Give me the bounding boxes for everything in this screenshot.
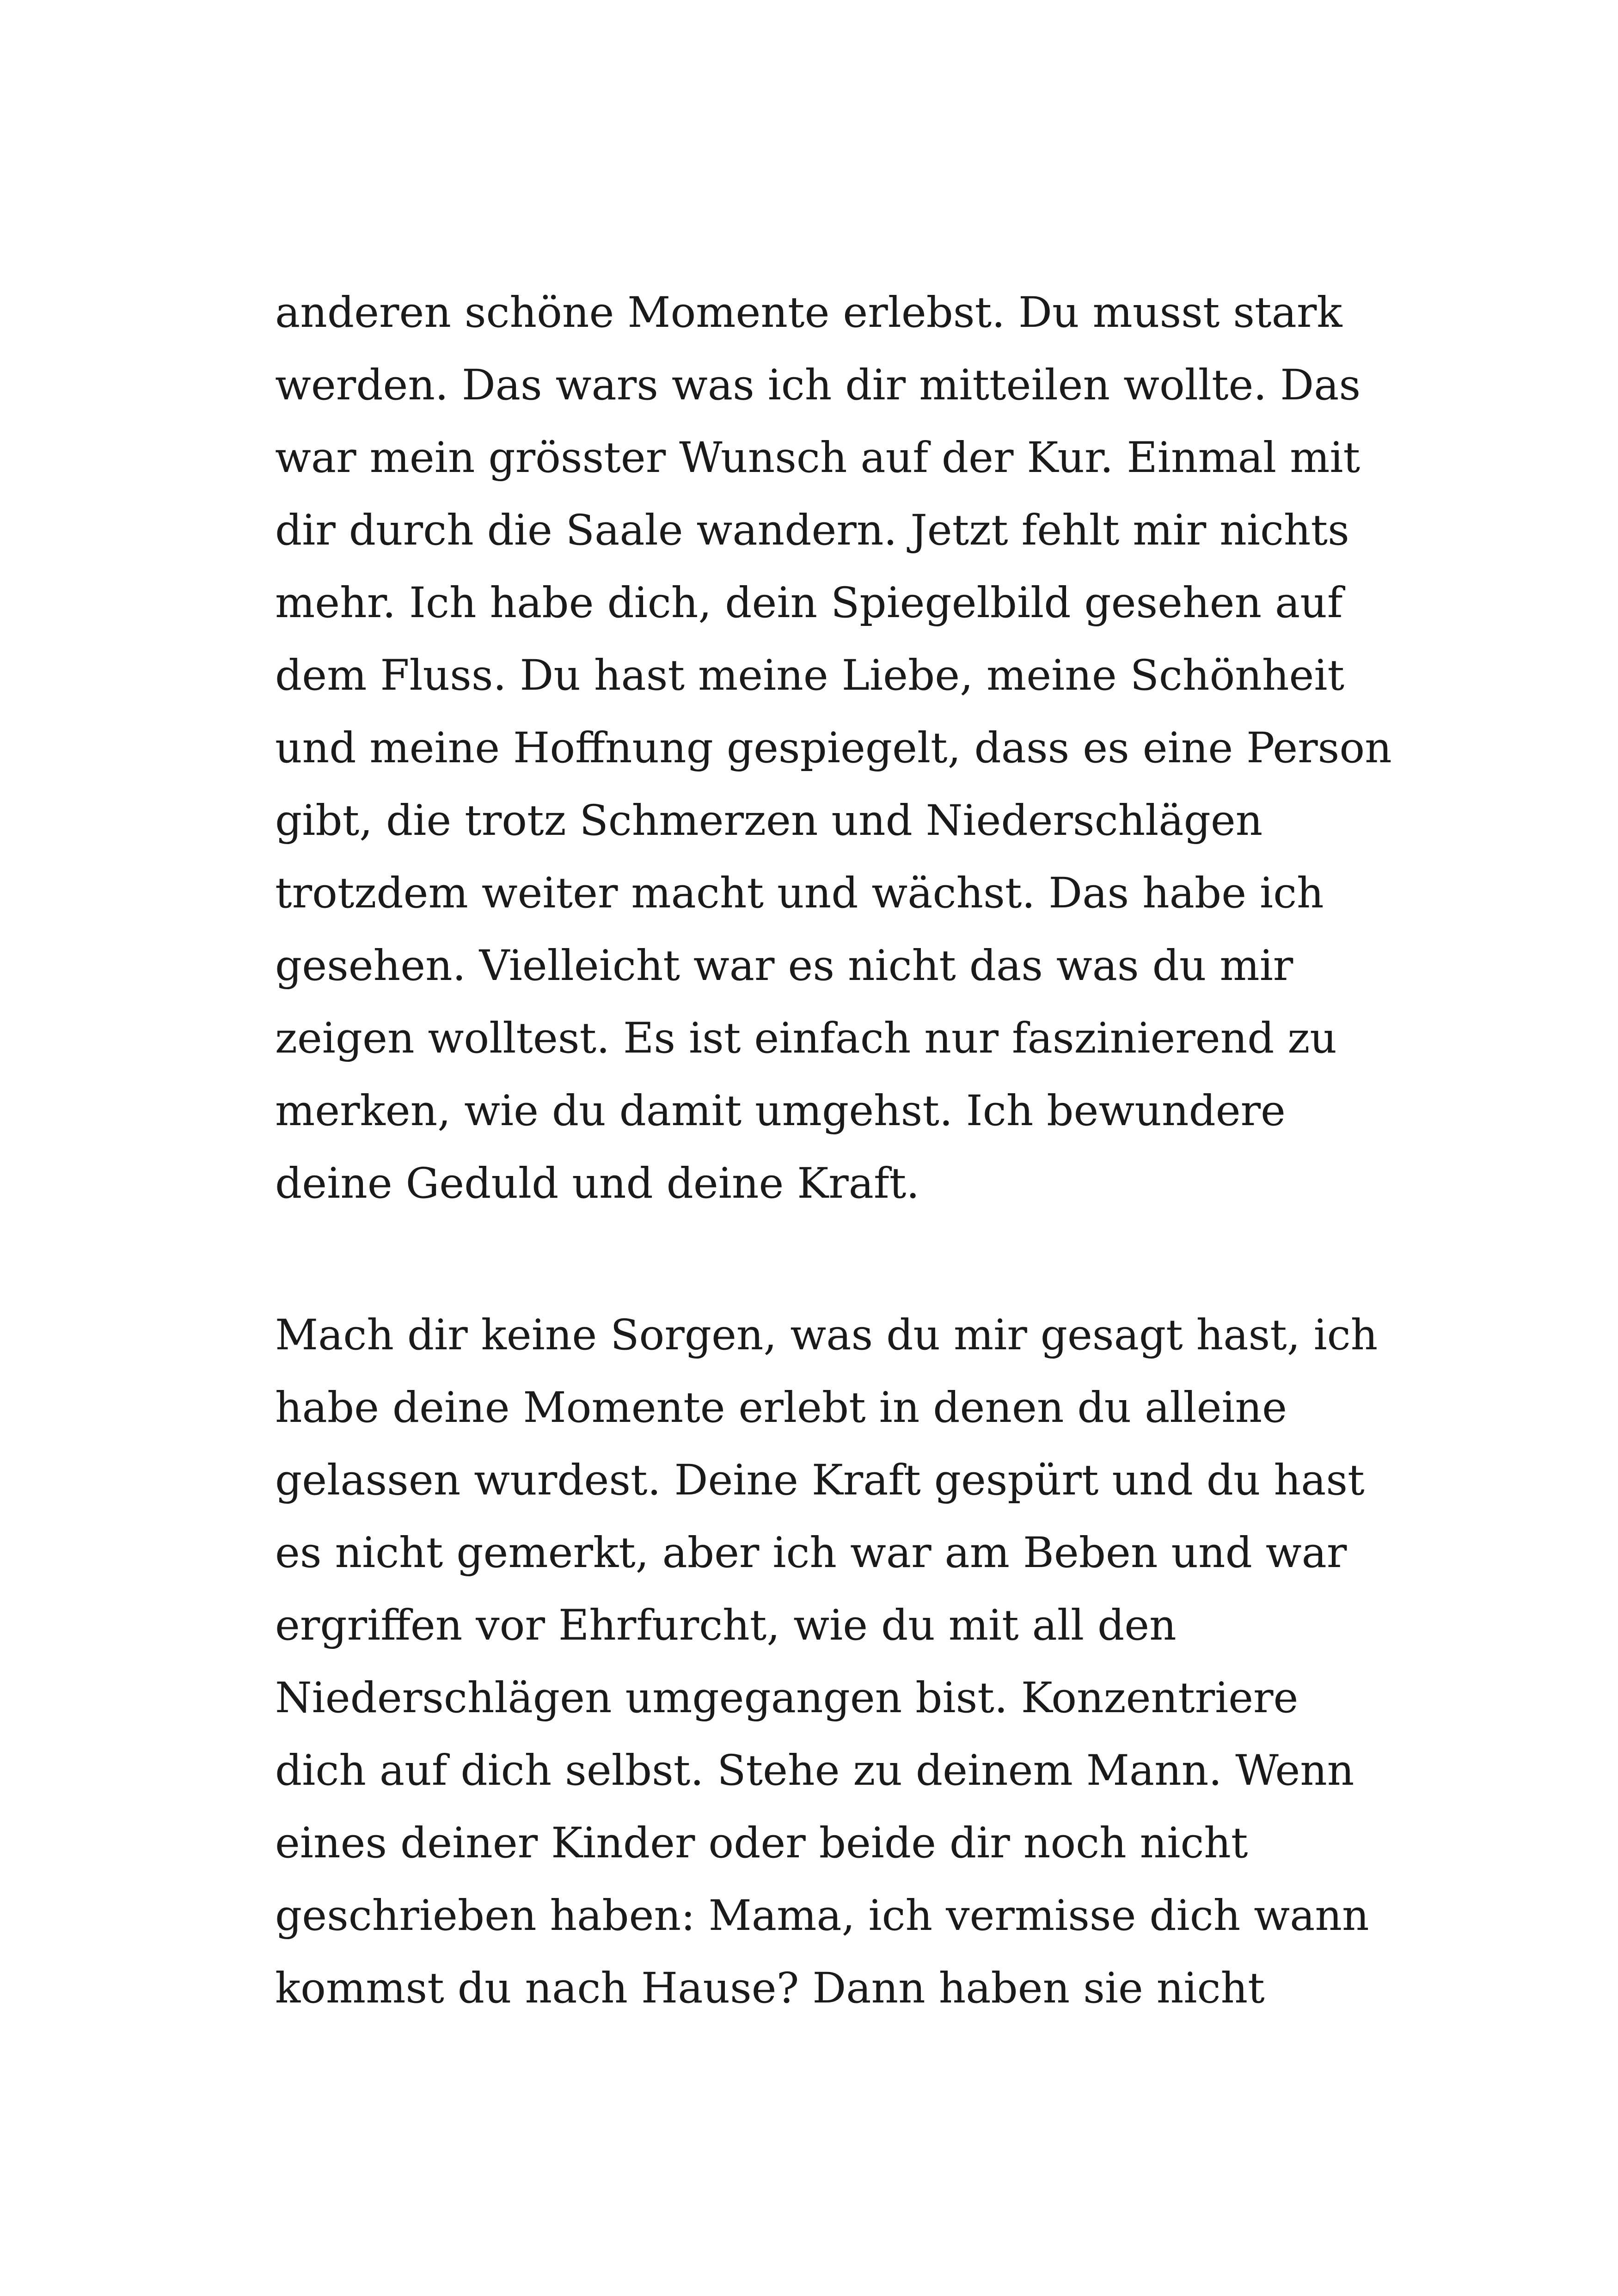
text-line: anderen schöne Momente erlebst. Du musst stark — [275, 288, 1342, 337]
text-line: Niederschlägen umgegangen bist. Konzentriere — [275, 1674, 1299, 1722]
text-line: es nicht gemerkt, aber ich war am Beben und war — [275, 1529, 1347, 1577]
text-line: trotzdem weiter macht und wächst. Das habe ich — [275, 869, 1324, 918]
text-line: merken, wie du damit umgehst. Ich bewundere — [275, 1087, 1286, 1135]
text-line: war mein grösster Wunsch auf der Kur. Einmal mit — [275, 434, 1361, 482]
text-line: Mach dir keine Sorgen, was du mir gesagt hast, ich — [275, 1311, 1378, 1359]
text-line: gibt, die trotz Schmerzen und Niederschlägen — [275, 796, 1263, 845]
text-line: und meine Hoffnung gespiegelt, dass es eine Person — [275, 724, 1392, 772]
paragraph-2 — [275, 1299, 1431, 2025]
text-line: dich auf dich selbst. Stehe zu deinem Mann. Wenn — [275, 1746, 1354, 1795]
text-line: werden. Das wars was ich dir mitteilen wollte. Das — [275, 361, 1361, 410]
text-line: ergriffen vor Ehrfurcht, wie du mit all den — [275, 1601, 1177, 1650]
text-line: gesehen. Vielleicht war es nicht das was du mir — [275, 942, 1293, 990]
text-line: eines deiner Kinder oder beide dir noch nicht — [275, 1819, 1248, 1867]
text-line: kommst du nach Hause? Dann haben sie nicht — [275, 1964, 1265, 2013]
text-line: mehr. Ich habe dich, dein Spiegelbild gesehen auf — [275, 579, 1343, 627]
text-line: geschrieben haben: Mama, ich vermisse dich wann — [275, 1892, 1369, 1940]
text-line: habe deine Momente erlebt in denen du alleine — [275, 1384, 1287, 1432]
text-line: dem Fluss. Du hast meine Liebe, meine Schönheit — [275, 651, 1345, 700]
text-line: dir durch die Saale wandern. Jetzt fehlt mir nichts — [275, 506, 1349, 555]
paragraph-1 — [275, 276, 1431, 1220]
text-line: gelassen wurdest. Deine Kraft gespürt und du hast — [275, 1456, 1365, 1505]
text-line: deine Geduld und deine Kraft. — [275, 1159, 920, 1208]
text-line: zeigen wolltest. Es ist einfach nur faszinierend zu — [275, 1014, 1337, 1063]
